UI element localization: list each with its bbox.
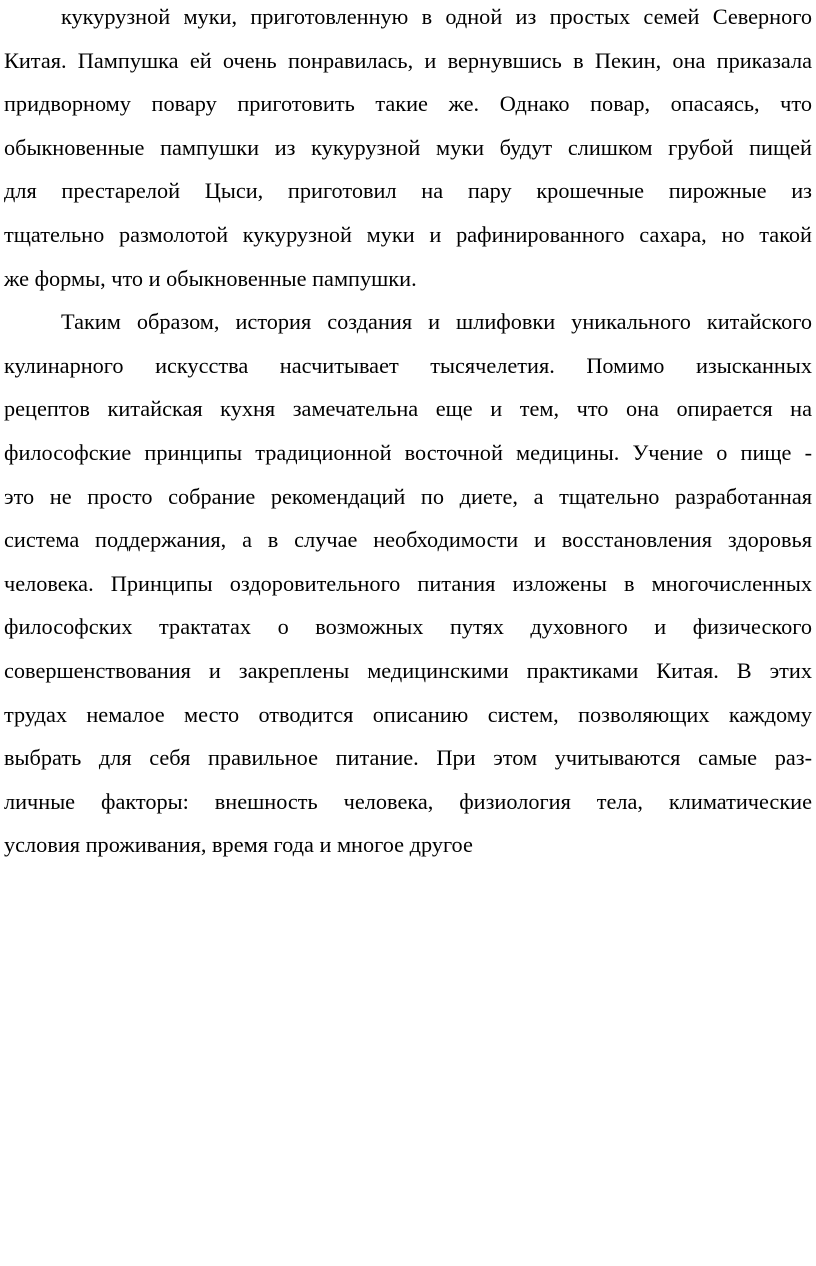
- text-line: выбрать для себя правильное питание. При этом учитываются самые раз-: [4, 745, 812, 771]
- text-line: же формы, что и обыкновенные пампушки.: [4, 265, 417, 291]
- document-body: [4, 0, 812, 867]
- text-line: условия проживания, время года и многое другое: [4, 832, 473, 858]
- paragraph-1: [4, 0, 812, 300]
- text-line: система поддержания, а в случае необходимости и восстановления здоровья: [4, 527, 812, 553]
- text-line: трудах немалое место отводится описанию систем, позволяющих каждому: [4, 701, 812, 727]
- text-line: для престарелой Цыси, приготовил на пару крошечные пирожные из: [4, 178, 812, 204]
- text-line: личные факторы: внешность человека, физиология тела, климатические: [4, 788, 812, 814]
- text-line: кукурузной муки, приготовленную в одной из простых семей Северного: [61, 4, 812, 29]
- text-line: философских трактатах о возможных путях духовного и физического: [4, 614, 812, 640]
- text-line: человека. Принципы оздоровительного питания изложены в многочисленных: [4, 570, 812, 596]
- text-line: философские принципы традиционной восточной медицины. Учение о пище -: [4, 439, 812, 465]
- text-line: придворному повару приготовить такие же. Однако повар, опасаясь, что: [4, 91, 812, 117]
- text-line: кулинарного искусства насчитывает тысячелетия. Помимо изысканных: [4, 352, 812, 378]
- text-line: рецептов китайская кухня замечательна еще и тем, что она опирается на: [4, 396, 812, 422]
- text-line: Китая. Пампушка ей очень понравилась, и вернувшись в Пекин, она приказала: [4, 47, 812, 73]
- text-line: совершенствования и закреплены медицинскими практиками Китая. В этих: [4, 657, 812, 683]
- text-line: тщательно размолотой кукурузной муки и рафинированного сахара, но такой: [4, 221, 812, 247]
- text-line: обыкновенные пампушки из кукурузной муки будут слишком грубой пищей: [4, 134, 812, 160]
- paragraph-2: [4, 300, 812, 867]
- text-line: Таким образом, история создания и шлифовки уникального китайского: [61, 309, 812, 335]
- text-line: это не просто собрание рекомендаций по диете, а тщательно разработанная: [4, 483, 812, 509]
